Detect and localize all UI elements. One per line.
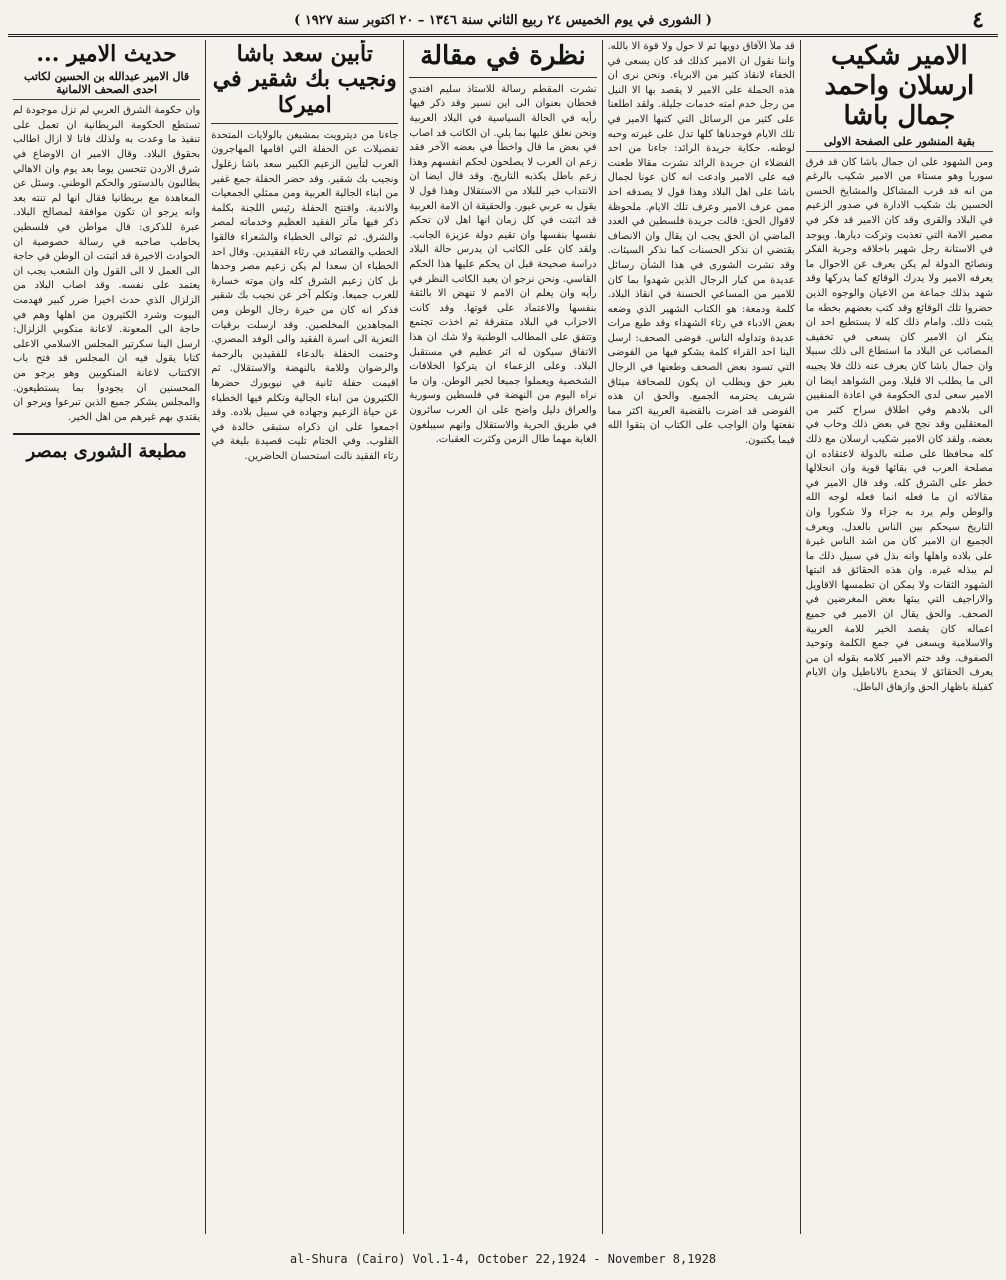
dateline: ( الشورى في يوم الخميس ٢٤ ربيع الثاني سنة ١٣٤٦ – ٢٠ اكتوبر سنة ١٩٢٧ ) (294, 12, 712, 28)
column-5 (8, 40, 205, 1234)
article-body: ومن الشهود على ان جمال باشا كان قد فرق سوريا وهو مستاء من الامير شكيب بالرغم من انه قد قرب المشاكل والمشايخ الحسن الحسين بك شكيب الادارة في صدور الزعيم في البلاد والقرى وقد كان الامير قد فكر في مصير الامة التي تعذبت وتركت ديارها. ويوجد في الاستانة رجل شهير باخلاقه وحرية الفكر ونصائح الدولة لم يكن يعرف عن الاحوال ما يعرفه الامير ولا يدرك الوقائع كما يدركها وقد شهد بذلك جماعة من الاعيان والوجوه الذين حضروا تلك الوقائع وقد كتب بعضهم بخطه ما يثبت ذلك. وامام ذلك كله لا يستطيع احد ان ينكر ان الامير كان يسعى في تخفيف المصائب عن البلاد ما استطاع الى ذلك سبيلا وان جمال باشا كان يعرف عنه ذلك فلا يجيبه الى ما يطلب الا قليلا. ومن الشواهد ايضا ان الامير سعى لدى الحكومة في اعادة المنفيين الى بلادهم وفي اطلاق سراح كثير من المعتقلين وقد نجح في بعض ذلك وخاب في بعضه. ولقد كان الامير شكيب ارسلان مع ذلك كله محافظا على صلته بالدولة لاعتقاده ان مصلحة العرب في بقائها قوية وان انحلالها خطر على الشرق كله. وقد قال الامير في مقالاته ان ما فعله انما فعله لوجه الله والوطن ولم يرد به جزاء ولا شكورا وان التاريخ سيحكم بين الناس بالعدل. ويعرف الجميع ان الامير كان من اشد الناس غيرة على بلاده واهلها وانه بذل في سبيل ذلك ما لم يبذله غيره. وان هذه الحقائق قد اثبتها الشهود الثقات ولا يمكن ان تطمسها الاقاويل والاراجيف التي يبثها بعض المغرضين في الصحف. والحق يقال ان الامير في جميع اعماله كان يقصد الخير للامة العربية والاسلامية ويسعى في جمع الكلمة وتوحيد الصفوف. وقد ختم الامير كلامه بقوله ان من يعرف الحقائق لا ينخدع بالاباطيل وان الايام كفيلة باظهار الحق وازهاق الباطل. (805, 156, 993, 694)
archive-footer: al-Shura (Cairo) Vol.1-4, October 22,1924 - November 8,1928 (289, 1252, 717, 1266)
article-title-nazra: نظرة في مقالة (420, 41, 586, 71)
article-title-taabin: تأبين سعد باشا ونجيب بك شقير في اميركا (212, 41, 397, 118)
divider (409, 77, 596, 78)
printer-imprint: مطبعة الشورى بمصر (13, 433, 200, 462)
article-columns (8, 40, 998, 1234)
column-2 (602, 40, 800, 1234)
article-title-hadith: حديث الامير ... (36, 41, 177, 67)
article-body: قد ملأ الآفاق دويها ثم لا حول ولا قوة الا بالله. واننا نقول ان الامير كذلك قد كان يسعى في الخفاء لانقاذ كثير من الابرياء. ونحن نرى ان هذه الحملة على الامير لا يقصد بها الا النيل من رجل خدم امته خدمات جليلة. ولقد اطلعنا على كثير من الرسائل التي كتبها الامير في تلك الايام فوجدناها كلها تدل على غيرته وحبه لوطنه. حكاية جريدة الرائد: جاءنا من احد الفضلاء ان جريدة الرائد نشرت مقالا طعنت فيه على الامير وادعت انه كان عونا لجمال باشا على اهل البلاد وهذا قول لا يصدقه احد ممن عرف الامير وعرف تلك الايام. ملحوظة لاقوال الحق: قالت جريدة فلسطين في العدد الماضي ان الحق يجب ان يقال وان الانصاف يقتضي ان نذكر الحسنات كما نذكر السيئات. وقد نشرت الشورى في هذا الشأن رسائل عديدة من كبار الرجال الذين شهدوا بما كان للامير من المساعي الحسنة في انقاذ البلاد. كلمة ودمعة: هو الكتاب الشهير الذي وضعه بعض الادباء في رثاء الشهداء وقد طبع مرات عديدة وتداوله الناس. فوضى الصحف: ارسل الينا احد القراء كلمة يشكو فيها من الفوضى التي تسود بعض الصحف وطعنها في الرجال بغير حق ويطلب ان يكون للصحافة ميثاق شريف يحترمه الجميع. والحق ان هذه الفوضى قد اضرت بالقضية العربية اكثر مما نفعتها وان الواجب على الكتاب ان يتقوا الله فيما يكتبون. (607, 41, 795, 447)
page-header (8, 6, 998, 37)
article-title-shakib: الامير شكيب ارسلان واحمد جمال باشا (824, 41, 975, 131)
article-subtitle: بقية المنشور على الصفحة الاولى (806, 135, 993, 152)
page-number: ٤ (972, 7, 984, 33)
column-4 (205, 40, 403, 1234)
article-body: جاءنا من ديترويت بمشيغن بالولايات المتحدة تفصيلات عن الحفلة التي اقامها المهاجرون العرب لتأبين الزعيم الكبير سعد باشا زغلول ونجيب بك شقير. وقد حضر الحفلة جمع غفير من ابناء الجالية العربية ومن ممثلي الجمعيات والاندية. وافتتح الحفلة رئيس اللجنة بكلمة ذكر فيها مآثر الفقيد العظيم وخدماته لمصر والشرق. ثم توالى الخطباء والشعراء فالقوا الخطب والقصائد في رثاء الفقيدين. وقال احد الخطباء ان سعدا لم يكن زعيم مصر وحدها بل كان زعيم الشرق كله وان موته خسارة للعرب جميعا. وتكلم آخر عن نجيب بك شقير فذكر انه كان من خيرة رجال الوطن ومن المجاهدين المخلصين. وقد ارسلت برقيات التعزية الى اسرة الفقيد والى الوفد المصري. وختمت الحفلة بالدعاء للفقيدين بالرحمة والرضوان وللامة بالنهضة والاستقلال. ثم اقيمت حفلة ثانية في نيويورك حضرها الكثيرون من ابناء الجالية وتكلم فيها الخطباء عن حياة الزعيم وجهاده في سبيل بلاده. وقد اجمعوا على ان ذكراه ستبقى خالدة في القلوب. وفي الختام تليت قصيدة بليغة في رثاء الفقيد نالت استحسان الحاضرين. (211, 129, 399, 462)
column-1 (800, 40, 998, 1234)
column-3 (403, 40, 601, 1234)
article-subtitle: قال الامير عبدالله بن الحسين لكاتب احدى الصحف الالمانية (13, 70, 200, 100)
article-body: وان حكومة الشرق العربي لم تزل موجودة لم تستطع الحكومة البريطانية ان تعمل على تنفيذ ما وعدت به ولذلك فانا لا ازال اطالب بحقوق البلاد. وقال الامير ان الاوضاع في شرق الاردن تتحسن يوما بعد يوم وان الاهالي يطالبون بالدستور والحكم الوطني. وسئل عن المعاهدة مع بريطانيا فقال انها لم تنته بعد وانه يرجو ان تكون موافقة لمصالح البلاد. عبرة للذكرى: قال مواطن في فلسطين يخاطب صاحبه في رسالة خصوصية ان الحوادث الاخيرة قد اثبتت ان الوطن في حاجة الى العمل لا الى القول وان الشعب يجب ان يعتمد على نفسه. وقد اصاب البلاد من الزلزال الذي حدث اخيرا ضرر كبير فهدمت البيوت وشرد الكثيرون من اهلها وهم في حاجة الى المعونة. لاعانة منكوبي الزلزال: ارسل الينا سكرتير المجلس الاسلامي الاعلى كتابا يقول فيه ان المجلس قد فتح باب الاكتتاب لاعانة المنكوبين وهو يرجو من المحسنين ان يجودوا بما يستطيعون. والمجلس يشكر جميع الذين تبرعوا ويرجو ان يقتدي بهم غيرهم من اهل الخير. (12, 105, 201, 423)
divider (211, 123, 398, 124)
article-body: نشرت المقطم رسالة للاستاذ سليم افندي قحطان بعنوان الى اين نسير وقد ذكر فيها رأيه في الحالة السياسية في البلاد العربية ونحن نعلق عليها بما يلي. ان الكاتب قد اصاب في بعض ما قال واخطأ في بعضه الآخر فقد زعم ان العرب لا يصلحون لحكم انفسهم وهذا زعم باطل يكذبه التاريخ. وقد قال ايضا ان الانتداب خير للبلاد من الاستقلال وهذا قول لا يقول به عربي غيور. والحقيقة ان الامة العربية قد اثبتت في كل زمان انها اهل لان تحكم نفسها بنفسها وان تقيم دولة عزيزة الجانب. ولقد كان على الكاتب ان يدرس حالة البلاد دراسة صحيحة قبل ان يحكم عليها هذا الحكم القاسي. ونحن نرجو ان يعيد الكاتب النظر في رأيه وان يعلم ان الامم لا تنهض الا بالثقة بنفسها والاعتماد على قوتها. وقد كانت الاحزاب في البلاد متفرقة ثم اخذت تجتمع وتتفق على المطالب الوطنية ولا شك ان هذا الاتفاق سيكون له اثر عظيم في مستقبل البلاد. وعلى الزعماء ان يتركوا الخلافات الشخصية ويعملوا جميعا لخير الوطن. وان ما نراه اليوم من النهضة في فلسطين وسورية والعراق دليل واضح على ان العرب سائرون في طريق الحرية والاستقلال وانهم سيبلغون الغاية مهما طال الزمن وكثرت العقبات. (409, 83, 597, 446)
